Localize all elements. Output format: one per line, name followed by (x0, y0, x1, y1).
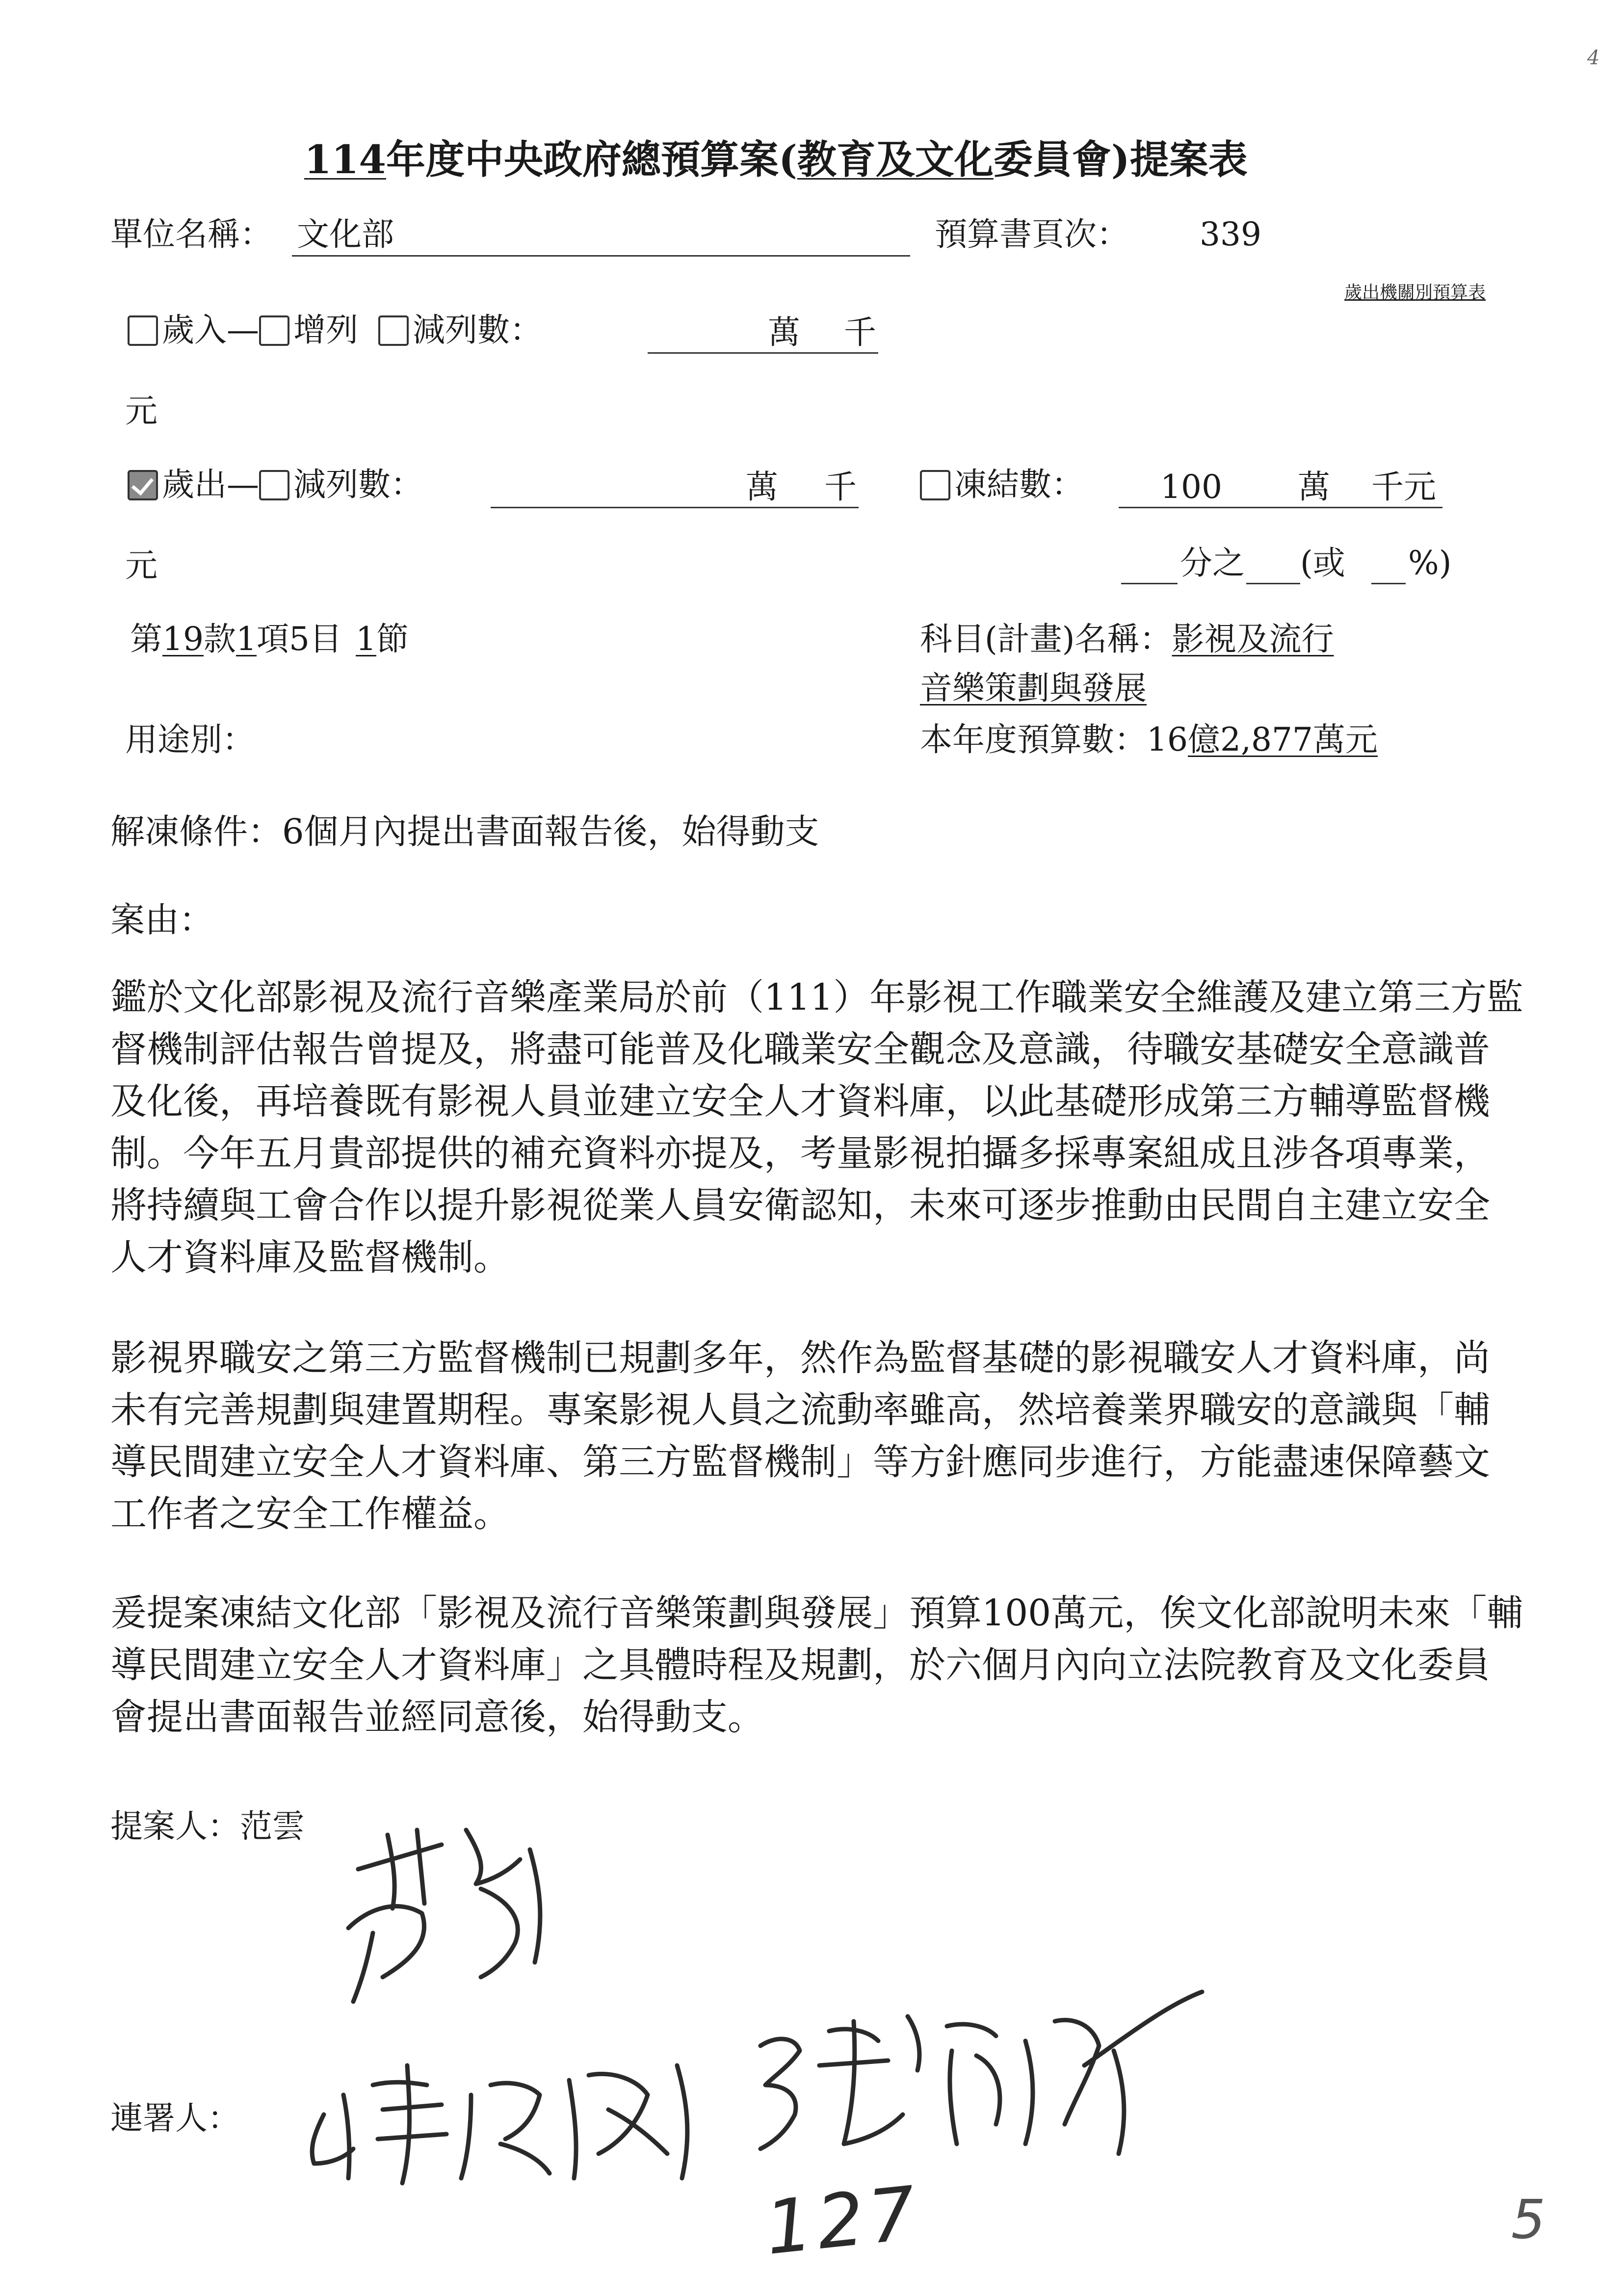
annual-budget-label: 本年度預算數： (920, 721, 1147, 758)
annual-budget-value-b: 億2,877萬元 (1187, 721, 1378, 758)
unit-underline (292, 255, 910, 257)
item-kuan-label: 款 (203, 620, 236, 658)
item-jie-label: 節 (376, 620, 409, 658)
proposer-label: 提案人： (110, 1807, 240, 1845)
unit-label: 單位名稱： (110, 215, 272, 253)
subject-name-2: 音樂策劃與發展 (920, 669, 1147, 707)
annual-budget-value-a: 16 (1147, 721, 1188, 758)
budget-table-label: 歲出機關別預算表 (1344, 283, 1486, 303)
item-mu-label: 目 (309, 620, 342, 658)
fraction-or: (或 (1300, 544, 1345, 582)
fraction-percent: %) (1408, 544, 1452, 582)
freeze-value: 100 (1160, 468, 1222, 506)
revenue-decrease-checkbox[interactable] (378, 315, 409, 346)
fraction-label: 分之 (1180, 544, 1245, 582)
proposer (110, 1807, 305, 1845)
corner-mark-top: 4 (1587, 47, 1600, 69)
reason-paragraph-1: 鑑於文化部影視及流行音樂產業局於前（111）年影視工作職業安全維護及建立第三方監督機制評估報告曾提及，將盡可能普及化職業安全觀念及意識，待職安基礎安全意識普及化後，再培養既有影視人員並建立安全人才資料庫，以此基礎形成第三方輔導監督機制。今年五月貴部提供的補充資料亦提及，考量影視拍攝多採專案組成且涉各項專業，將持續與工會合作以提升影視從業人員安衛認知，未來可逐步推動由民間自主建立安全人才資料庫及監督機制。 (110, 976, 1523, 1278)
expense-wan: 萬 (746, 468, 778, 506)
unfreeze-condition: 解凍條件：6個月內提出書面報告後，始得動支 (110, 811, 819, 852)
freeze-wan: 萬 (1298, 468, 1330, 506)
freeze-label: 凍結數： (954, 466, 1084, 503)
subject-name-1: 影視及流行 (1172, 620, 1334, 658)
reason-paragraph-2: 影視界職安之第三方監督機制已規劃多年，然作為監督基礎的影視職安人才資料庫，尚未有完善規劃與建置期程。專案影視人員之流動率雖高，然培養業界職安的意識與「輔導民間建立安全人才資料庫、第三方監督機制」等方針應同步進行，方能盡速保障藝文工作者之安全工作權益。 (110, 1337, 1490, 1535)
revenue-wan: 萬 (768, 313, 800, 351)
fraction-blank-2 (1246, 583, 1300, 584)
cosigner-signature-1 (294, 2036, 736, 2198)
revenue-amount-underline (648, 352, 878, 354)
freeze-row (920, 466, 1084, 503)
item-mu: 5 (288, 620, 310, 658)
annual-budget (920, 721, 1378, 758)
revenue-yuan: 元 (125, 392, 157, 430)
expense-amount-underline (491, 507, 859, 508)
subject-line2 (920, 669, 1147, 707)
subject-line1 (920, 620, 1334, 658)
fraction-blank-1 (1121, 583, 1178, 584)
title-part1: 年度中央政府總預算案( (386, 136, 797, 183)
usage-label: 用途別： (125, 721, 255, 758)
revenue-label: 歲入— (162, 311, 259, 349)
freeze-qian-yuan: 千元 (1371, 468, 1436, 506)
proposer-signature (319, 1815, 584, 2021)
revenue-decrease-label: 減列數： (412, 311, 542, 349)
item-kuan: 19 (162, 620, 204, 658)
expense-label: 歲出— (162, 466, 259, 503)
expense-row (128, 466, 423, 503)
corner-mark-bottom: 5 (1511, 2188, 1545, 2251)
item-di: 第 (130, 620, 162, 658)
handwritten-number: 127 (761, 2170, 925, 2272)
revenue-checkbox[interactable] (128, 315, 158, 346)
title-part2: 委員會)提案表 (993, 136, 1248, 183)
unit-value: 文化部 (297, 215, 394, 253)
cosigner-label: 連署人： (110, 2099, 240, 2137)
freeze-amount-underline (1119, 507, 1442, 508)
expense-checkbox[interactable] (128, 470, 158, 500)
expense-decrease-checkbox[interactable] (259, 470, 289, 500)
proposer-name: 范雲 (240, 1807, 305, 1845)
freeze-checkbox[interactable] (920, 470, 950, 500)
expense-yuan: 元 (125, 547, 157, 584)
item-xiang-label: 項 (256, 620, 289, 658)
subject-label: 科目(計畫)名稱： (920, 620, 1172, 658)
expense-qian: 千 (824, 468, 857, 506)
title-year: 114 (304, 136, 386, 183)
page-label: 預算書頁次： (935, 215, 1129, 253)
item-xiang: 1 (236, 620, 257, 658)
cosigner-signature-2 (741, 1967, 1212, 2198)
expense-decrease-label: 減列數： (293, 466, 423, 503)
item-code (130, 620, 409, 658)
reason-paragraph-3: 爰提案凍結文化部「影視及流行音樂策劃與發展」預算100萬元，俟文化部說明未來「輔導民間建立安全人才資料庫」之具體時程及規劃，於六個月內向立法院教育及文化委員會提出書面報告並經同意後，始得動支。 (110, 1592, 1523, 1738)
reason-label: 案由： (110, 900, 213, 940)
title-committee: 教育及文化 (797, 136, 994, 183)
item-jie: 1 (355, 620, 376, 658)
percent-blank (1371, 583, 1406, 584)
revenue-qian: 千 (844, 313, 876, 351)
page-value: 339 (1200, 215, 1261, 253)
increase-label: 增列 (293, 311, 358, 349)
revenue-row (128, 311, 542, 349)
increase-checkbox[interactable] (259, 315, 289, 346)
page-title (304, 136, 1248, 183)
